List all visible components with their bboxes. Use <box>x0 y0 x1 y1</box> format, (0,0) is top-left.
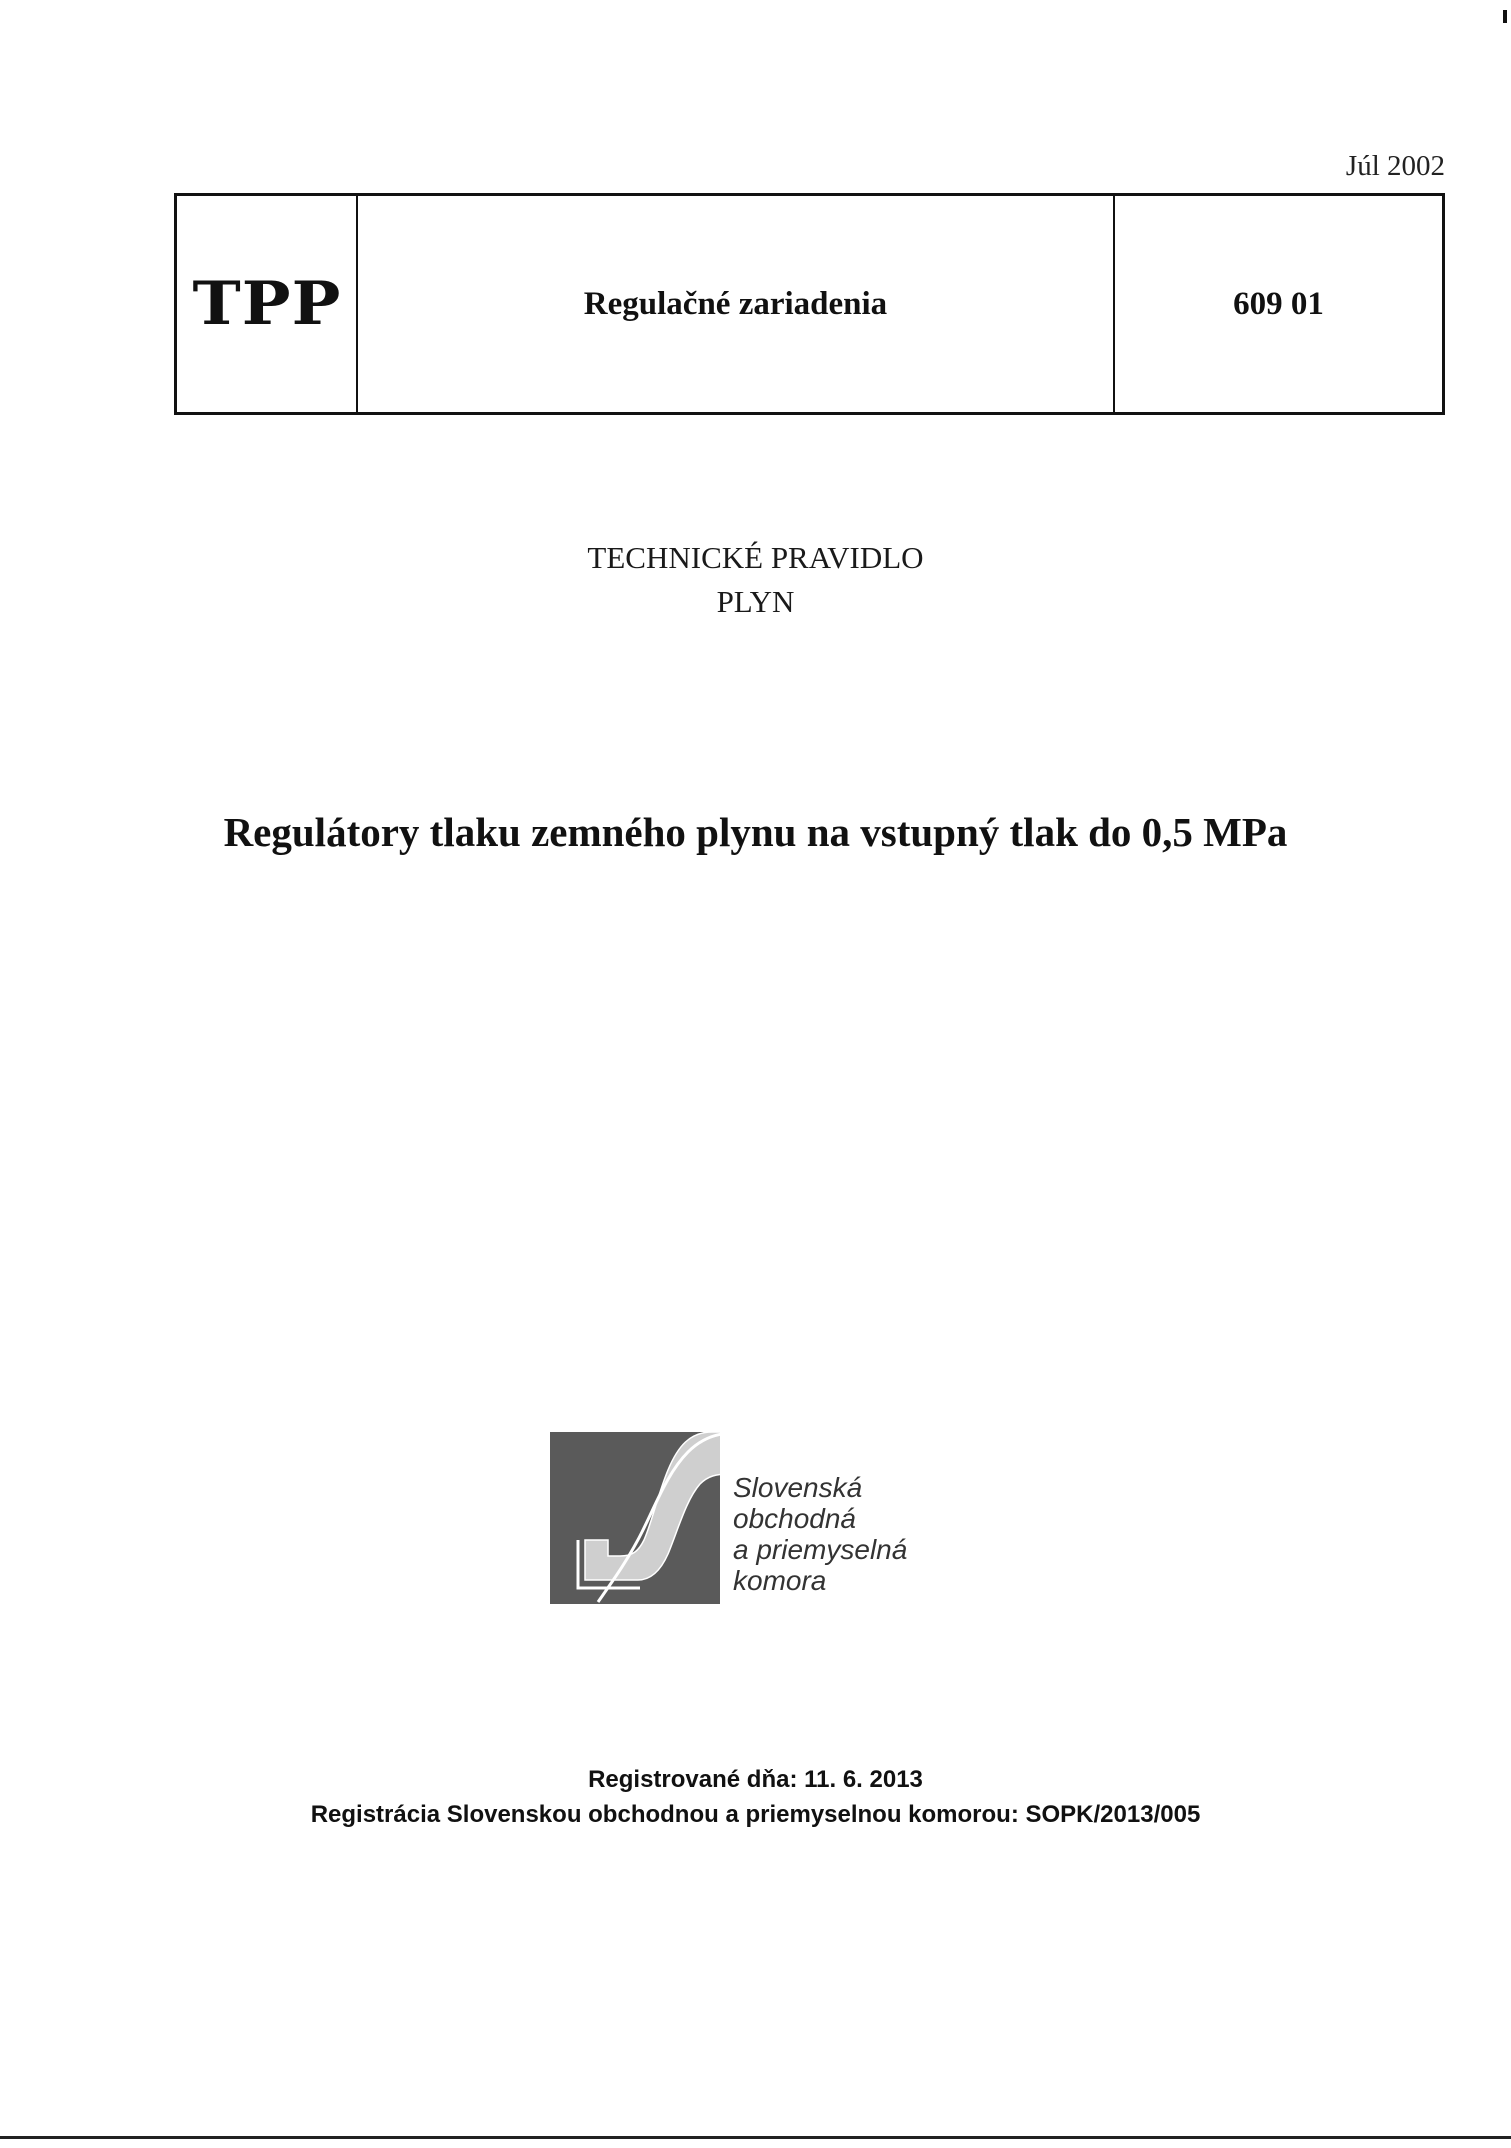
registration-block <box>0 1762 1511 1832</box>
sopk-logo <box>550 1432 970 1604</box>
scan-corner-mark <box>1503 10 1507 23</box>
publication-date: Júl 2002 <box>1345 150 1445 182</box>
sopk-logo-line-3: a priemyselná <box>733 1534 908 1565</box>
document-number: 609 01 <box>1233 285 1324 322</box>
header-title-cell <box>358 196 1115 412</box>
header-logo-cell <box>177 196 358 412</box>
registration-date: Registrované dňa: 11. 6. 2013 <box>588 1766 923 1793</box>
header-number-cell <box>1115 196 1442 412</box>
sopk-logo-line-1: Slovenská <box>733 1472 863 1503</box>
sopk-logo-emblem <box>550 1432 720 1604</box>
document-main-title: Regulátory tlaku zemného plynu na vstupný tlak do 0,5 MPa <box>223 809 1288 855</box>
tpp-logo-text: TPP <box>192 269 341 339</box>
sopk-logo-line-4: komora <box>733 1565 827 1596</box>
sopk-logo-text <box>733 1472 907 1596</box>
header-title: Regulačné zariadenia <box>583 285 888 322</box>
sopk-logo-line-2: obchodná <box>733 1503 857 1534</box>
rule-category-line: PLYN <box>716 584 795 619</box>
rule-type-block <box>0 536 1511 624</box>
registration-number: Registrácia Slovenskou obchodnou a priemyselnou komorou: SOPK/2013/005 <box>310 1801 1201 1828</box>
bottom-rule <box>0 2136 1511 2139</box>
sopk-wave-icon <box>550 1432 720 1604</box>
document-header-table <box>174 193 1445 415</box>
rule-type-line: TECHNICKÉ PRAVIDLO <box>587 540 924 575</box>
